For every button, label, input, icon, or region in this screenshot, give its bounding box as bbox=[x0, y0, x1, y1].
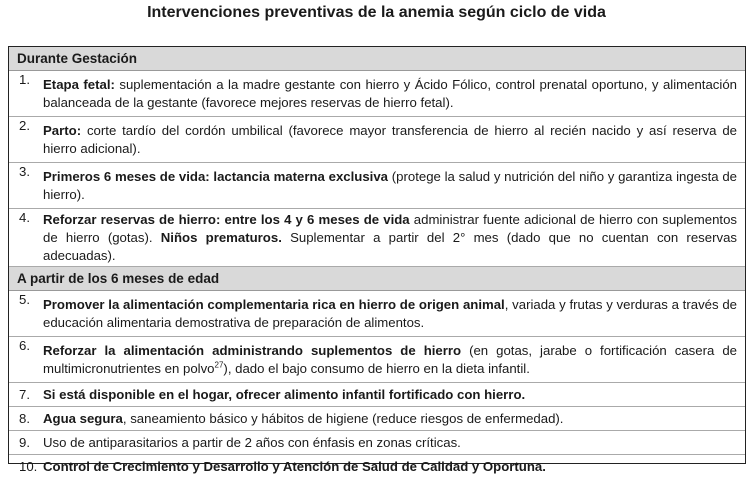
list-item bbox=[9, 209, 745, 267]
item-number: 5. bbox=[19, 292, 30, 307]
item-number: 9. bbox=[19, 434, 30, 450]
item-bold-text: Reforzar reservas de hierro: entre los 4 y 6 meses de vida bbox=[43, 211, 410, 227]
footnote-ref: 27 bbox=[214, 360, 224, 370]
list-item bbox=[9, 71, 745, 117]
item-text: administrar fuente adicional de hierro con suplementos de hierro (gotas). bbox=[43, 211, 737, 245]
item-number: 2. bbox=[19, 118, 30, 133]
list-item bbox=[9, 431, 745, 455]
item-number: 4. bbox=[19, 210, 30, 225]
item-bold-text: Primeros 6 meses de vida: lactancia materna exclusiva bbox=[43, 168, 389, 184]
item-bold-text-2: Niños prematuros. bbox=[160, 229, 282, 245]
list-item bbox=[9, 407, 745, 431]
item-bold-text: Si está disponible en el hogar, ofrecer alimento infantil fortificado con hierro. bbox=[43, 386, 526, 402]
item-number: 8. bbox=[19, 410, 30, 426]
item-bold-text: Promover la alimentación complementaria rica en hierro de origen animal bbox=[43, 296, 505, 312]
item-text: , saneamiento básico y hábitos de higiene (reduce riesgos de enfermedad). bbox=[122, 410, 564, 426]
item-text: (protege la salud y nutrición del niño y garantiza ingesta de hierro). bbox=[43, 168, 737, 202]
item-bold-text: Etapa fetal: bbox=[43, 76, 115, 92]
interventions-table bbox=[8, 46, 746, 474]
item-text: corte tardío del cordón umbilical (favorece mayor transferencia de hierro al recién nacido y así reserva de hierro adicional). bbox=[43, 122, 737, 156]
item-number: 3. bbox=[19, 164, 30, 179]
item-text: suplementación a la madre gestante con hierro y Ácido Fólico, control prenatal oportuno, y alimentación balanceada de la gestante (favorece mejores reservas de hierro fetal). bbox=[43, 76, 737, 110]
item-bold-text: Agua segura bbox=[43, 410, 123, 426]
item-text-2: Suplementar a partir del 2° mes (dado que no cuentan con reservas adecuadas). bbox=[43, 229, 737, 263]
item-text: (en gotas, jarabe o fortificación casera de multimicronutrientes en polvo bbox=[43, 342, 737, 376]
item-number: 6. bbox=[19, 338, 30, 353]
list-item bbox=[9, 117, 745, 163]
item-text-2: ), dado el bajo consumo de hierro en la dieta infantil. bbox=[223, 360, 530, 376]
list-item bbox=[9, 337, 745, 383]
item-bold-text: Reforzar la alimentación administrando suplementos de hierro bbox=[43, 342, 462, 358]
item-bold-text: Parto: bbox=[43, 122, 82, 138]
item-number: 1. bbox=[19, 72, 30, 87]
list-item bbox=[9, 383, 745, 407]
section-header-gestation: Durante Gestación bbox=[9, 47, 745, 71]
item-text: Uso de antiparasitarios a partir de 2 años con énfasis en zonas críticas. bbox=[43, 434, 461, 450]
item-number: 7. bbox=[19, 386, 30, 402]
item-bold-text: Control de Crecimiento y Desarrollo y Atención de Salud de Calidad y Oportuna. bbox=[43, 459, 546, 474]
list-item bbox=[9, 163, 745, 209]
list-item bbox=[9, 291, 745, 337]
item-text: , variada y frutas y verduras a través de educación alimentaria demostrativa de preparación de alimentos. bbox=[43, 296, 738, 330]
item-number: 10. bbox=[19, 459, 38, 474]
section-header-six-months: A partir de los 6 meses de edad bbox=[9, 267, 745, 291]
page-title: Intervenciones preventivas de la anemia según ciclo de vida bbox=[147, 4, 606, 21]
list-item bbox=[9, 455, 745, 479]
